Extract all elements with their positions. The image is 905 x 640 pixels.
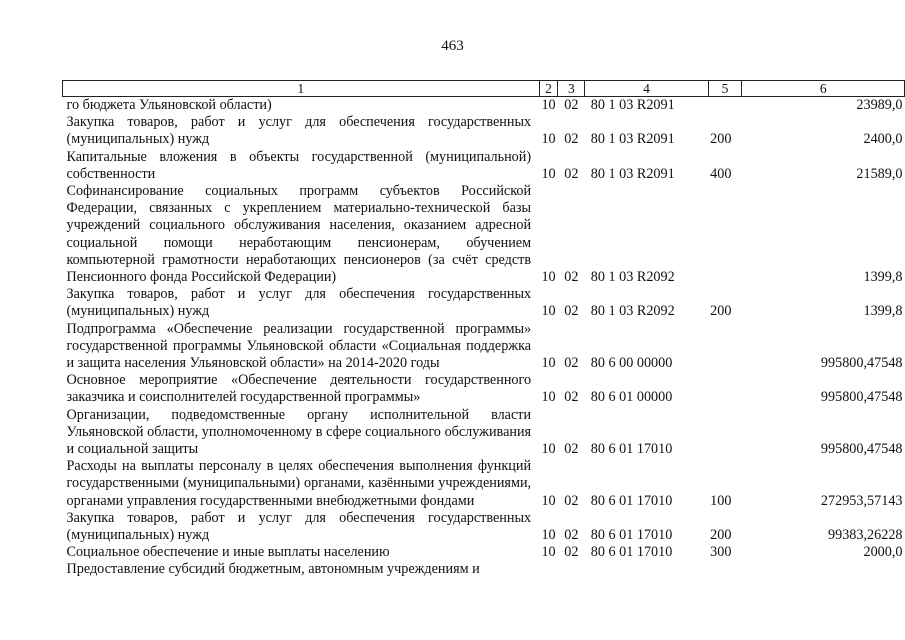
row-target-code: 80 1 03 R2091 [590, 165, 675, 182]
row-expense-type [708, 183, 742, 286]
row-target-code [585, 561, 708, 578]
column-header-3: 3 [558, 81, 585, 97]
row-target-code: 80 6 01 17010 [590, 441, 673, 458]
row-amount [742, 561, 905, 578]
row-name: Расходы на выплаты персоналу в целях обеспечения выполнения функций государственными (муниципальными) органами, казёнными учреждениями, органами управления государственными внебюджетными фондами [66, 458, 532, 509]
table-row [63, 458, 905, 510]
table-row [63, 510, 905, 544]
row-section: 10 [541, 355, 556, 372]
budget-table [62, 80, 905, 579]
row-target-code: 80 1 03 R2091 [590, 97, 675, 113]
column-header-1: 1 [63, 81, 540, 97]
row-expense-type: 200 [710, 131, 732, 148]
row-section: 10 [541, 303, 556, 320]
row-subsection: 02 [564, 441, 579, 458]
table-body [63, 97, 905, 579]
table-row [63, 286, 905, 320]
row-amount: 995800,47548 [820, 355, 903, 372]
table-row [63, 544, 905, 561]
row-expense-type: 300 [710, 544, 732, 561]
row-subsection: 02 [564, 165, 579, 182]
row-target-code: 80 6 01 17010 [590, 492, 673, 509]
row-section: 10 [541, 527, 556, 544]
row-name: Софинансирование социальных программ субъектов Российской Федерации, связанных с укреплением материально-технической базы учреждений социального обслуживания населения, оказанием адресной социальной помощи неработающим пенсионерам, обучением компьютерной грамотности неработающих пенсионеров (за счёт средств Пенсионного фонда Российской Федерации) [66, 183, 532, 286]
row-section: 10 [541, 97, 556, 113]
column-header-5: 5 [708, 81, 742, 97]
row-expense-type [708, 561, 742, 578]
row-amount: 2000,0 [863, 544, 903, 561]
row-section: 10 [541, 389, 556, 406]
row-amount: 21589,0 [856, 165, 903, 182]
row-target-code: 80 1 03 R2092 [590, 303, 675, 320]
row-name: Основное мероприятие «Обеспечение деятельности государственного заказчика и соисполнителей государственной программы» [66, 372, 532, 406]
row-name: Подпрограмма «Обеспечение реализации государственной программы» государственной программы Ульяновской области «Социальная поддержка и защита населения Ульяновской области» на 2014-2020 годы [66, 320, 532, 372]
row-subsection: 02 [564, 492, 579, 509]
row-target-code: 80 6 01 17010 [590, 544, 673, 561]
row-name: Социальное обеспечение и иные выплаты населению [66, 544, 390, 561]
row-subsection: 02 [564, 544, 579, 561]
table-row [63, 372, 905, 406]
row-target-code: 80 1 03 R2091 [590, 131, 675, 148]
row-expense-type [708, 407, 742, 459]
row-subsection: 02 [564, 389, 579, 406]
row-target-code: 80 6 01 17010 [590, 527, 673, 544]
row-amount: 1399,8 [863, 269, 903, 286]
row-subsection: 02 [564, 97, 579, 113]
table-header [63, 81, 905, 97]
row-section: 10 [541, 131, 556, 148]
row-section: 10 [541, 492, 556, 509]
row-name: Предоставление субсидий бюджетным, автономным учреждениям и [66, 561, 480, 578]
row-expense-type [708, 97, 742, 115]
row-expense-type: 100 [710, 492, 732, 509]
table-row [63, 321, 905, 373]
row-subsection: 02 [564, 269, 579, 286]
table-row [63, 149, 905, 183]
row-amount: 272953,57143 [820, 492, 903, 509]
row-expense-type: 400 [710, 165, 732, 182]
row-expense-type: 200 [710, 527, 732, 544]
row-name: Закупка товаров, работ и услуг для обеспечения государственных (муниципальных) нужд [66, 509, 532, 544]
row-expense-type: 200 [710, 303, 732, 320]
header-row [63, 81, 905, 97]
row-expense-type [708, 372, 742, 406]
row-section: 10 [541, 544, 556, 561]
row-target-code: 80 6 01 00000 [590, 389, 673, 406]
column-header-6: 6 [742, 81, 905, 97]
page-number: 463 [441, 38, 464, 54]
row-name: го бюджета Ульяновской области) [66, 97, 272, 113]
row-name: Капитальные вложения в объекты государственной (муниципальной) собственности [66, 148, 532, 182]
row-section: 10 [541, 441, 556, 458]
row-name: Закупка товаров, работ и услуг для обеспечения государственных (муниципальных) нужд [66, 286, 532, 320]
row-amount: 1399,8 [863, 303, 903, 320]
row-amount: 2400,0 [863, 131, 903, 148]
row-section [539, 561, 558, 578]
table-row [63, 97, 905, 115]
row-target-code: 80 6 00 00000 [590, 355, 673, 372]
row-subsection: 02 [564, 355, 579, 372]
row-amount: 23989,0 [856, 97, 903, 113]
row-amount: 995800,47548 [820, 389, 903, 406]
row-amount: 995800,47548 [820, 441, 903, 458]
row-name: Закупка товаров, работ и услуг для обеспечения государственных (муниципальных) нужд [66, 114, 532, 148]
row-amount: 99383,26228 [828, 527, 903, 544]
row-expense-type [708, 321, 742, 373]
row-subsection: 02 [564, 527, 579, 544]
row-section: 10 [541, 269, 556, 286]
row-name: Организации, подведомственные органу исполнительной власти Ульяновской области, уполномоченному в сфере социального обслуживания и социальной защиты [66, 406, 532, 458]
table-row [63, 561, 905, 578]
row-subsection [558, 561, 585, 578]
row-target-code: 80 1 03 R2092 [590, 269, 675, 286]
row-section: 10 [541, 165, 556, 182]
row-subsection: 02 [564, 131, 579, 148]
column-header-4: 4 [585, 81, 708, 97]
table-row [63, 183, 905, 286]
column-header-2: 2 [539, 81, 558, 97]
table-row [63, 114, 905, 148]
table-row [63, 407, 905, 459]
row-subsection: 02 [564, 303, 579, 320]
